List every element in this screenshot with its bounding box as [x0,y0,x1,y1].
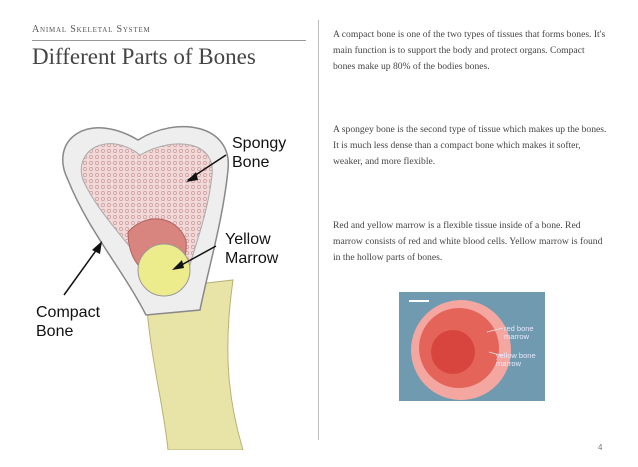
label-spongy-bone: Spongy Bone [232,135,287,171]
label-compact-bone: Compact Bone [36,304,101,340]
bone-marrow-photo [399,292,545,401]
paragraph-spongy-bone: A spongey bone is the second type of tissue which makes up the bones. It is much less dense than a compact bone which makes it softer, weaker, and more flexible. [333,124,607,167]
photo-label-red-bone-marrow: red bone marrow [504,324,534,341]
section-title: Animal Skeletal System [32,24,151,35]
page-title: Different Parts of Bones [32,44,256,69]
page-number: 4 [598,443,603,452]
paragraph-marrow: Red and yellow marrow is a flexible tissue inside of a bone. Red marrow consists of red and white blood cells. Yellow marrow is found in the hollow parts of bones. [333,220,603,263]
label-yellow-marrow: Yellow Marrow [225,231,279,267]
bone-cross-section-image [399,292,545,401]
title-rule [32,40,306,41]
column-divider [318,20,319,440]
photo-label-yellow-bone-marrow: yellow bone marrow [496,351,536,368]
paragraph-compact-bone: A compact bone is one of the two types of tissues that forms bones. It's main function is to support the body and protect organs. Compact bones make up 80% of the bodies bones. [333,29,606,72]
